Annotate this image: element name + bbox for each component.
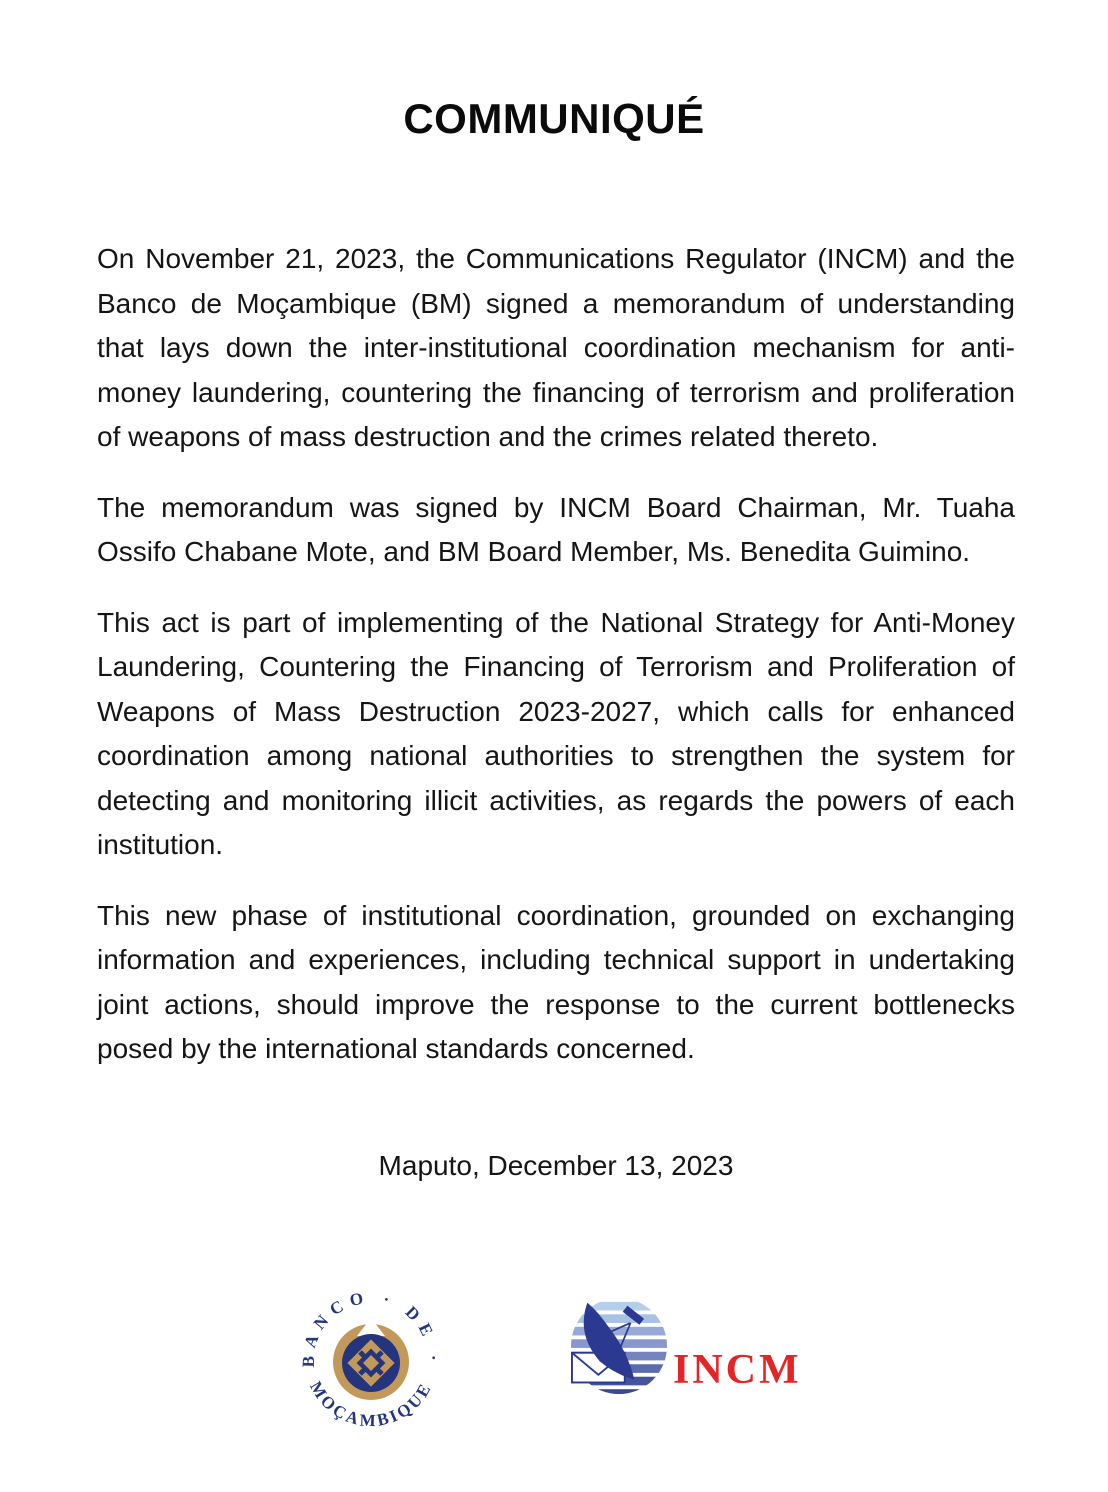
page-title: COMMUNIQUÉ	[403, 95, 705, 142]
dateline: Maputo, December 13, 2023	[378, 1149, 734, 1181]
banco-de-mocambique-logo-icon	[296, 1280, 446, 1444]
bm-arc-top-label: BANCO · DE ·	[298, 1287, 444, 1368]
incm-emblem-icon	[571, 1298, 667, 1394]
paragraph-1: On November 21, 2023, the Communications Regulator (INCM) and the Banco de Moçambique (BM) signed a memorandum of understanding that lays down the inter-institutional coordination mechanism for anti-money laundering, countering the financing of terrorism and proliferation of weapons of mass destruction and the crimes related thereto.	[97, 243, 1015, 452]
paragraph-2: The memorandum was signed by INCM Board Chairman, Mr. Tuaha Ossifo Chabane Mote, and BM Board Member, Ms. Benedita Guimino.	[97, 491, 1015, 567]
paragraph-3: This act is part of implementing of the National Strategy for Anti-Money Laundering, Countering the Financing of Terrorism and Proliferation of Weapons of Mass Destruction 2023-2027, which calls for enhanced coordination among national authorities to strengthen the system for detecting and monitoring illicit activities, as regards the powers of each institution.	[97, 606, 1015, 860]
bm-arc-bottom-label: MOÇAMBIQUE	[306, 1378, 436, 1431]
document-body	[97, 237, 1015, 1186]
paragraph-4: This new phase of institutional coordination, grounded on exchanging information and experiences, including technical support in undertaking joint actions, should improve the response to the current bottlenecks posed by the international standards concerned.	[97, 899, 1015, 1064]
incm-logo	[571, 1298, 802, 1394]
incm-wordmark: INCM	[673, 1347, 802, 1393]
